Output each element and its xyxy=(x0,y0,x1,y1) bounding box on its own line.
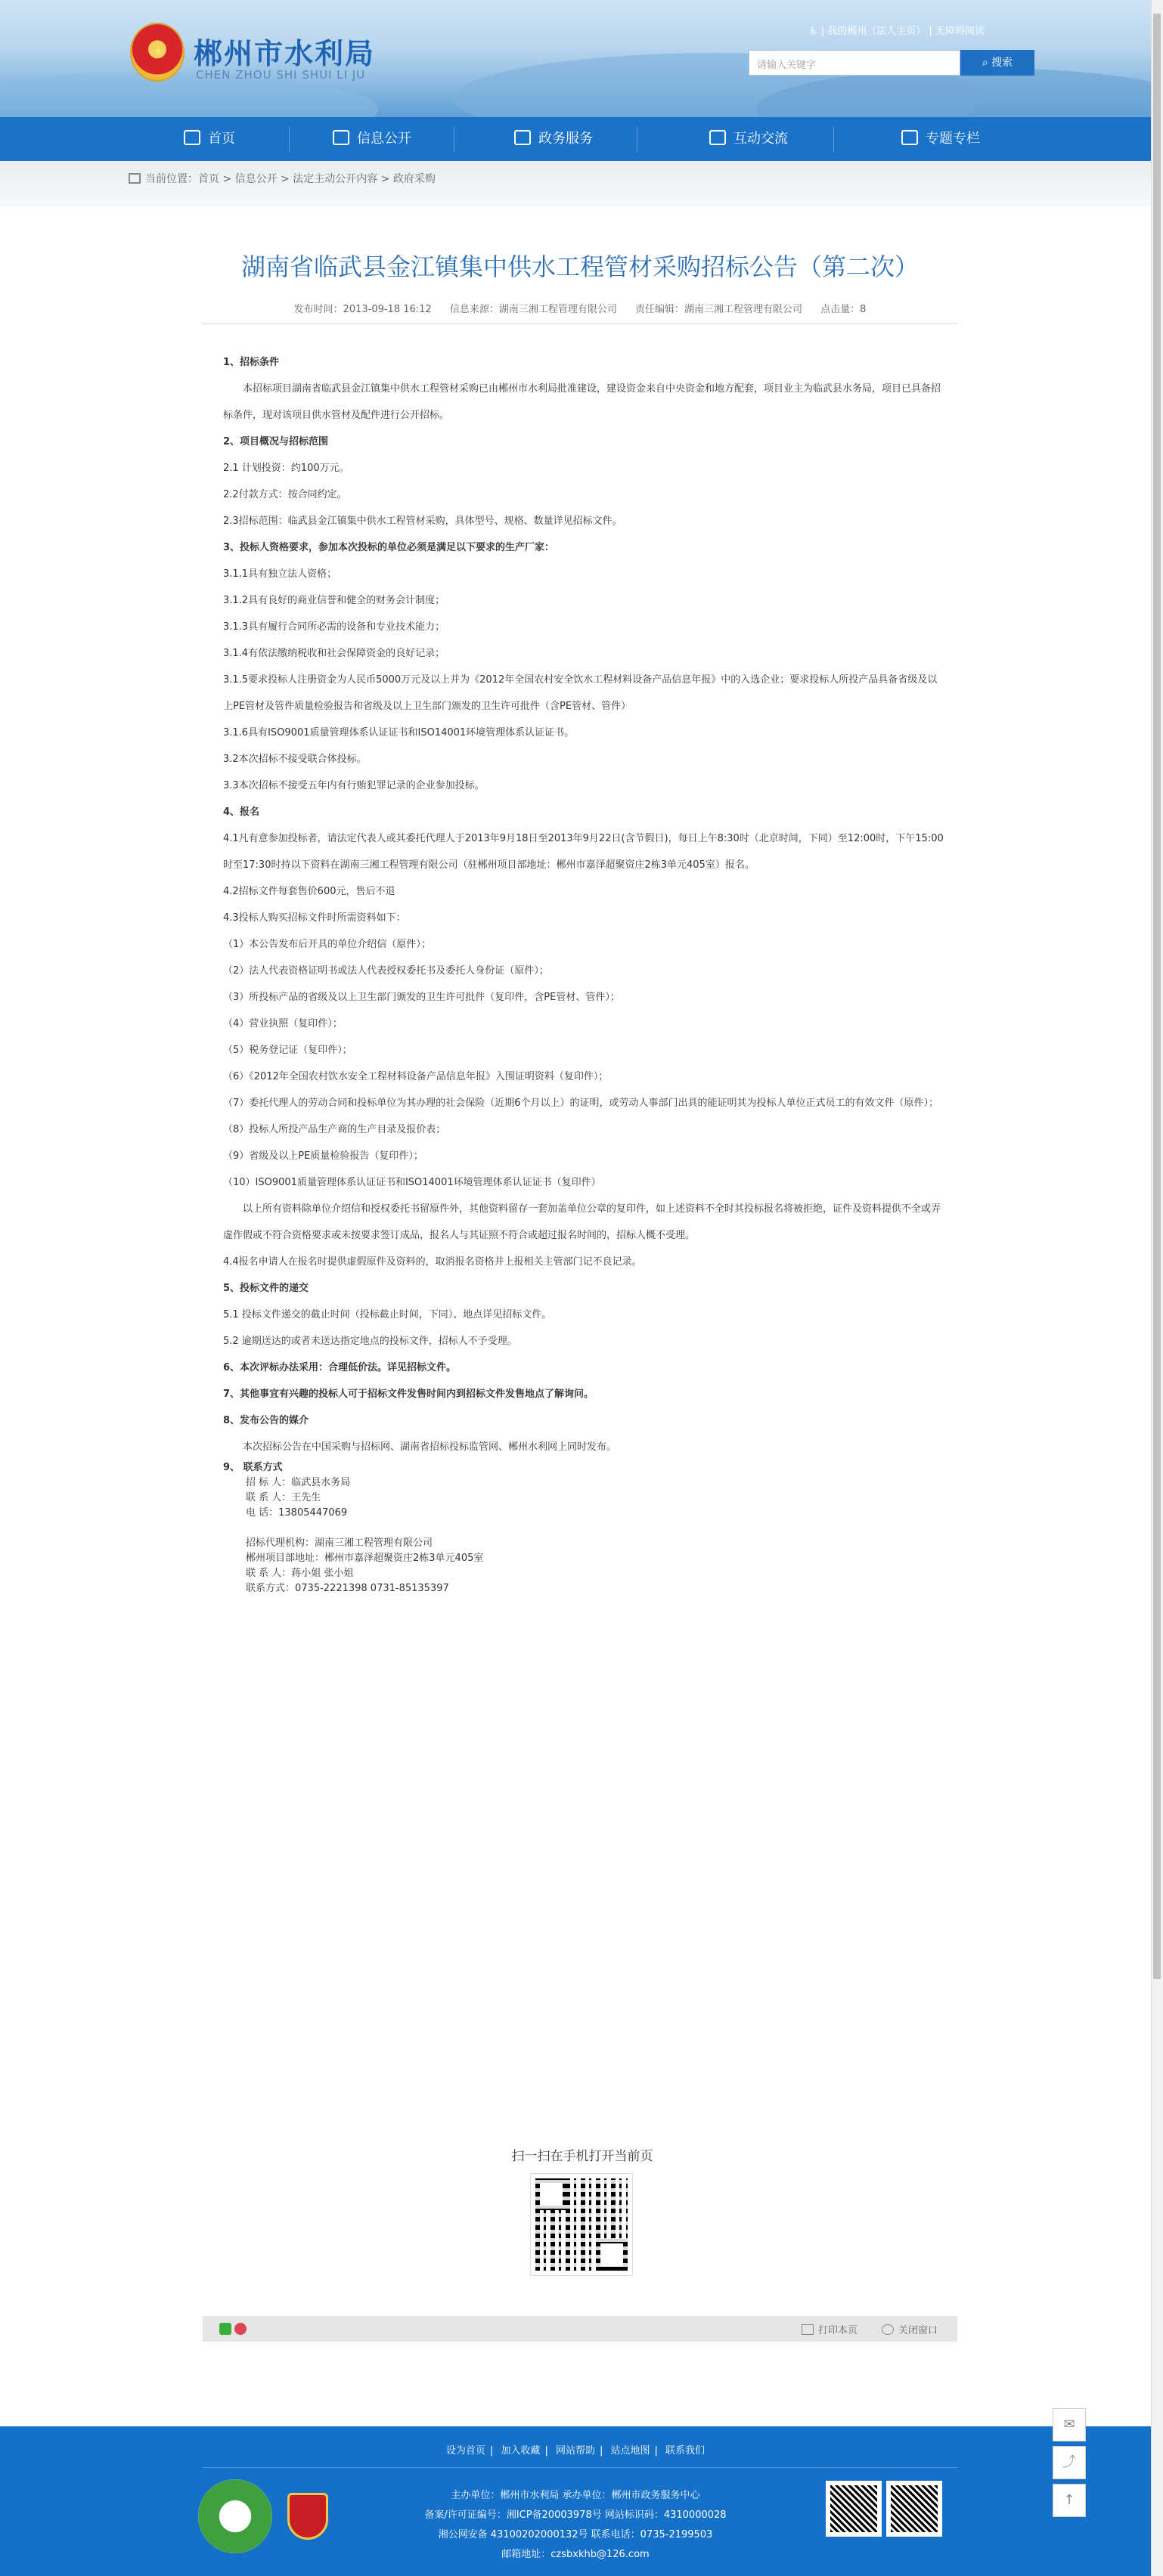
site-title[interactable]: 郴州市水利局 xyxy=(194,36,376,70)
article-paragraph: 3.1.5要求投标人注册资金为人民币5000万元及以上并为《2012年全国农村安全饮水工程材料设备产品信息年报》中的入选企业；要求投标人所投产品具备省级及以上PE管材及管件质量检验报告和省级及以上卫生部门颁发的卫生许可批件（含PE管材、管件） xyxy=(223,674,938,712)
accessibility-icon: ♿ xyxy=(809,26,818,37)
article-paragraph: 3.1.4有依法缴纳税收和社会保障资金的良好记录； xyxy=(223,648,445,659)
main-nav xyxy=(0,117,1151,161)
article-title: 湖南省临武县金江镇集中供水工程管材采购招标公告（第二次） xyxy=(240,252,919,281)
publish-time: 发布时间：2013-09-18 16:12 xyxy=(293,304,432,315)
national-emblem-icon: ★ xyxy=(130,23,185,82)
top-links[interactable]: ♿ | 我的郴州（法人主页） | 无障碍阅读 xyxy=(809,26,985,37)
contact-heading: 9、 联系方式 xyxy=(223,1462,283,1473)
article-paragraph: 4、报名 xyxy=(223,807,260,818)
contact-line: 联 系 人：蒋小姐 张小姐 xyxy=(246,1568,354,1579)
close-window-button[interactable]: 关闭窗口 xyxy=(882,2322,938,2336)
wechat-float-icon[interactable]: ✉ xyxy=(1053,2408,1086,2441)
article-paragraph: 2.2付款方式：按合同约定。 xyxy=(223,489,347,500)
contact-line xyxy=(246,1521,945,1536)
article-paragraph: （6）《2012年全国农村饮水安全工程材料设备产品信息年报》入围证明资料（复印件）； xyxy=(223,1071,609,1082)
nav-info-public[interactable]: 信息公开 xyxy=(309,117,436,161)
footer-police: 湘公网安备 43100202000132号 联系电话：0735-2199503 xyxy=(438,2529,713,2540)
contact-line: 招 标 人：临武县水务局 xyxy=(246,1477,351,1488)
article-paragraph: 5.1 投标文件递交的截止时间（投标截止时间，下同）、地点详见招标文件。 xyxy=(223,1309,552,1321)
article-paragraph: 本次招标公告在中国采购与招标网、湖南省招标投标监管网、郴州水利网上同时发布。 xyxy=(243,1441,617,1453)
contact-line: 联 系 人：王先生 xyxy=(246,1492,321,1503)
article-paragraph: 2、项目概况与招标范围 xyxy=(223,436,329,447)
article-paragraph: 8、发布公告的媒介 xyxy=(223,1415,309,1426)
article-paragraph: 以上所有资料除单位介绍信和授权委托书留原件外，其他资料留存一套加盖单位公章的复印件，如上述资料不全时其投标报名将被拒绝，证件及资料提供不全或弄虚作假或不符合资格要求或未按要求签订成品，报名人与其证照不符合或超过报名时间的，招标人概不受理。 xyxy=(223,1203,941,1241)
footer-link-contact[interactable]: 联系我们 xyxy=(665,2445,706,2457)
editor: 责任编辑：湖南三湘工程管理有限公司 xyxy=(635,304,803,315)
article-paragraph: （1）本公告发布后开具的单位介绍信（原件）； xyxy=(223,939,431,950)
wechat-qr-code xyxy=(826,2481,882,2537)
article-paragraph: 7、其他事宜有兴趣的投标人可于招标文件发售时间内到招标文件发售地点了解询问。 xyxy=(223,1389,594,1400)
weibo-share-icon[interactable] xyxy=(234,2323,247,2335)
footer-icp: 备案/许可证编号：湘ICP备20003978号 网站标识码：4310000028 xyxy=(424,2509,727,2521)
app-qr-code xyxy=(886,2481,942,2537)
article-paragraph: 4.1凡有意参加投标者，请法定代表人或其委托代理人于2013年9月18日至2013年9月22日(含节假日)，每日上午8:30时（北京时间，下同）至12:00时，下午15:00时至17:30时持以下资料在湖南三湘工程管理有限公司（驻郴州项目部地址：郴州市嘉泽超聚资庄2栋3单元405室）报名。 xyxy=(223,833,944,871)
view-count: 点击量：8 xyxy=(820,304,867,315)
article-meta xyxy=(203,301,957,315)
article-paragraph: 5.2 逾期送达的或者未送达指定地点的投标文件，招标人不予受理。 xyxy=(223,1336,517,1347)
nav-gov-service[interactable]: 政务服务 xyxy=(490,117,617,161)
article-paragraph: （4）营业执照（复印件）； xyxy=(223,1018,343,1029)
contact-line: 联系方式：0735-2221398 0731-85135397 xyxy=(246,1583,449,1594)
site-subtitle: CHEN ZHOU SHI SHUI LI JU xyxy=(196,68,366,82)
article-paragraph: 3、投标人资格要求，参加本次投标的单位必须是满足以下要求的生产厂家： xyxy=(223,542,555,553)
close-icon xyxy=(882,2324,894,2335)
article-paragraph: 4.4报名申请人在报名时提供虚假原件及资料的，取消报名资格并上报相关主管部门记不良记录。 xyxy=(223,1256,642,1268)
nav-topics[interactable]: 专题专栏 xyxy=(877,117,1004,161)
article-paragraph: 1、招标条件 xyxy=(223,357,280,368)
home-icon xyxy=(129,173,141,184)
nav-interaction[interactable]: 互动交流 xyxy=(685,117,812,161)
article-paragraph: 3.2本次招标不接受联合体投标。 xyxy=(223,754,367,765)
footer-links: 设为首页 | 加入收藏 | 网站帮助 | 站点地图 | 联系我们 xyxy=(445,2445,706,2457)
contact-block xyxy=(223,1460,945,1596)
article-paragraph: 2.1 计划投资：约100万元。 xyxy=(223,463,349,474)
article-paragraph: 3.1.6具有ISO9001质量管理体系认证证书和ISO14001环境管理体系认证证书。 xyxy=(223,727,575,738)
article-paragraph: 3.3本次招标不接受五年内有行贿犯罪记录的企业参加投标。 xyxy=(223,780,485,791)
share-float-icon[interactable]: ⤴ xyxy=(1053,2446,1086,2479)
article-paragraph: 3.1.2具有良好的商业信誉和健全的财务会计制度； xyxy=(223,595,445,606)
article-paragraph: （10）ISO9001质量管理体系认证证书和ISO14001环境管理体系认证证书（复印件） xyxy=(223,1177,601,1188)
article-paragraph: 本招标项目湖南省临武县金江镇集中供水工程管材采购已由郴州市水利局批准建设，建设资金来自中央资金和地方配套，项目业主为临武县水务局，项目已具备招标条件，现对该项目供水管材及配件进行公开招标。 xyxy=(223,383,941,421)
article-paragraph: 2.3招标范围：临武县金江镇集中供水工程管材采购，具体型号、规格、数量详见招标文件。 xyxy=(223,516,622,527)
breadcrumb[interactable]: 当前位置：首页 > 信息公开 > 法定主动公开内容 > 政府采购 xyxy=(129,171,436,186)
article-paragraph: 3.1.1具有独立法人资格； xyxy=(223,568,337,580)
article-paragraph: 4.3投标人购买招标文件时所需资料如下： xyxy=(223,912,406,924)
footer-link-help[interactable]: 网站帮助 xyxy=(555,2445,595,2457)
print-button[interactable]: 打印本页 xyxy=(802,2322,858,2336)
search-button[interactable]: ⌕ 搜索 xyxy=(960,50,1034,76)
article-paragraph: 4.2招标文件每套售价600元，售后不退 xyxy=(223,886,395,897)
back-to-top-icon[interactable]: ↑ xyxy=(1053,2484,1086,2517)
article-paragraph: （2）法人代表资格证明书或法人代表授权委托书及委托人身份证（原件）； xyxy=(223,965,549,977)
article-paragraph: 5、投标文件的递交 xyxy=(223,1283,309,1294)
edit-icon xyxy=(514,130,531,145)
footer-link-home[interactable]: 设为首页 xyxy=(445,2445,485,2457)
article-body xyxy=(223,349,945,1596)
layers-icon xyxy=(901,130,918,145)
chat-icon xyxy=(709,130,726,145)
contact-line: 招标代理机构：湖南三湘工程管理有限公司 xyxy=(246,1537,433,1549)
scrollbar-thumb[interactable] xyxy=(1153,14,1161,1979)
article-paragraph: （9）省级及以上PE质量检验报告（复印件）； xyxy=(223,1150,423,1162)
printer-icon xyxy=(802,2324,814,2335)
search-icon: ⌕ xyxy=(982,57,992,69)
footer-email: 邮箱地址：czsbxkhb@126.com xyxy=(501,2549,650,2560)
home-icon xyxy=(184,130,200,145)
search-input[interactable]: 请输入关键字 xyxy=(749,50,960,76)
article-paragraph: （7）委托代理人的劳动合同和投标单位为其办理的社会保险（近期6个月以上）的证明，或劳动人事部门出具的能证明其为投标人单位正式员工的有效文件（原件）； xyxy=(223,1098,939,1109)
wechat-share-icon[interactable] xyxy=(219,2323,231,2335)
article-paragraph: 3.1.3具有履行合同所必需的设备和专业技术能力； xyxy=(223,621,445,633)
article-paragraph: （8）投标人所投产品生产商的生产目录及报价表； xyxy=(223,1124,446,1135)
document-icon xyxy=(333,130,349,145)
footer-link-favorite[interactable]: 加入收藏 xyxy=(501,2445,541,2457)
nav-home[interactable]: 首页 xyxy=(146,117,273,161)
footer-host: 主办单位：郴州市水利局 承办单位：郴州市政务服务中心 xyxy=(451,2490,700,2501)
qr-caption: 扫一扫在手机打开当前页 xyxy=(511,2149,653,2164)
contact-line: 电 话：13805447069 xyxy=(246,1507,348,1519)
contact-line: 郴州项目部地址：郴州市嘉泽超聚资庄2栋3单元405室 xyxy=(246,1553,484,1564)
article-paragraph: （5）税务登记证（复印件）； xyxy=(223,1045,352,1056)
article-paragraph: 6、本次评标办法采用：合理低价法。详见招标文件。 xyxy=(223,1362,457,1373)
info-source: 信息来源：湖南三湘工程管理有限公司 xyxy=(449,304,617,315)
footer-link-sitemap[interactable]: 站点地图 xyxy=(610,2445,650,2457)
article-paragraph: （3）所投标产品的省级及以上卫生部门颁发的卫生许可批件（复印件，含PE管材、管件）； xyxy=(223,992,620,1003)
